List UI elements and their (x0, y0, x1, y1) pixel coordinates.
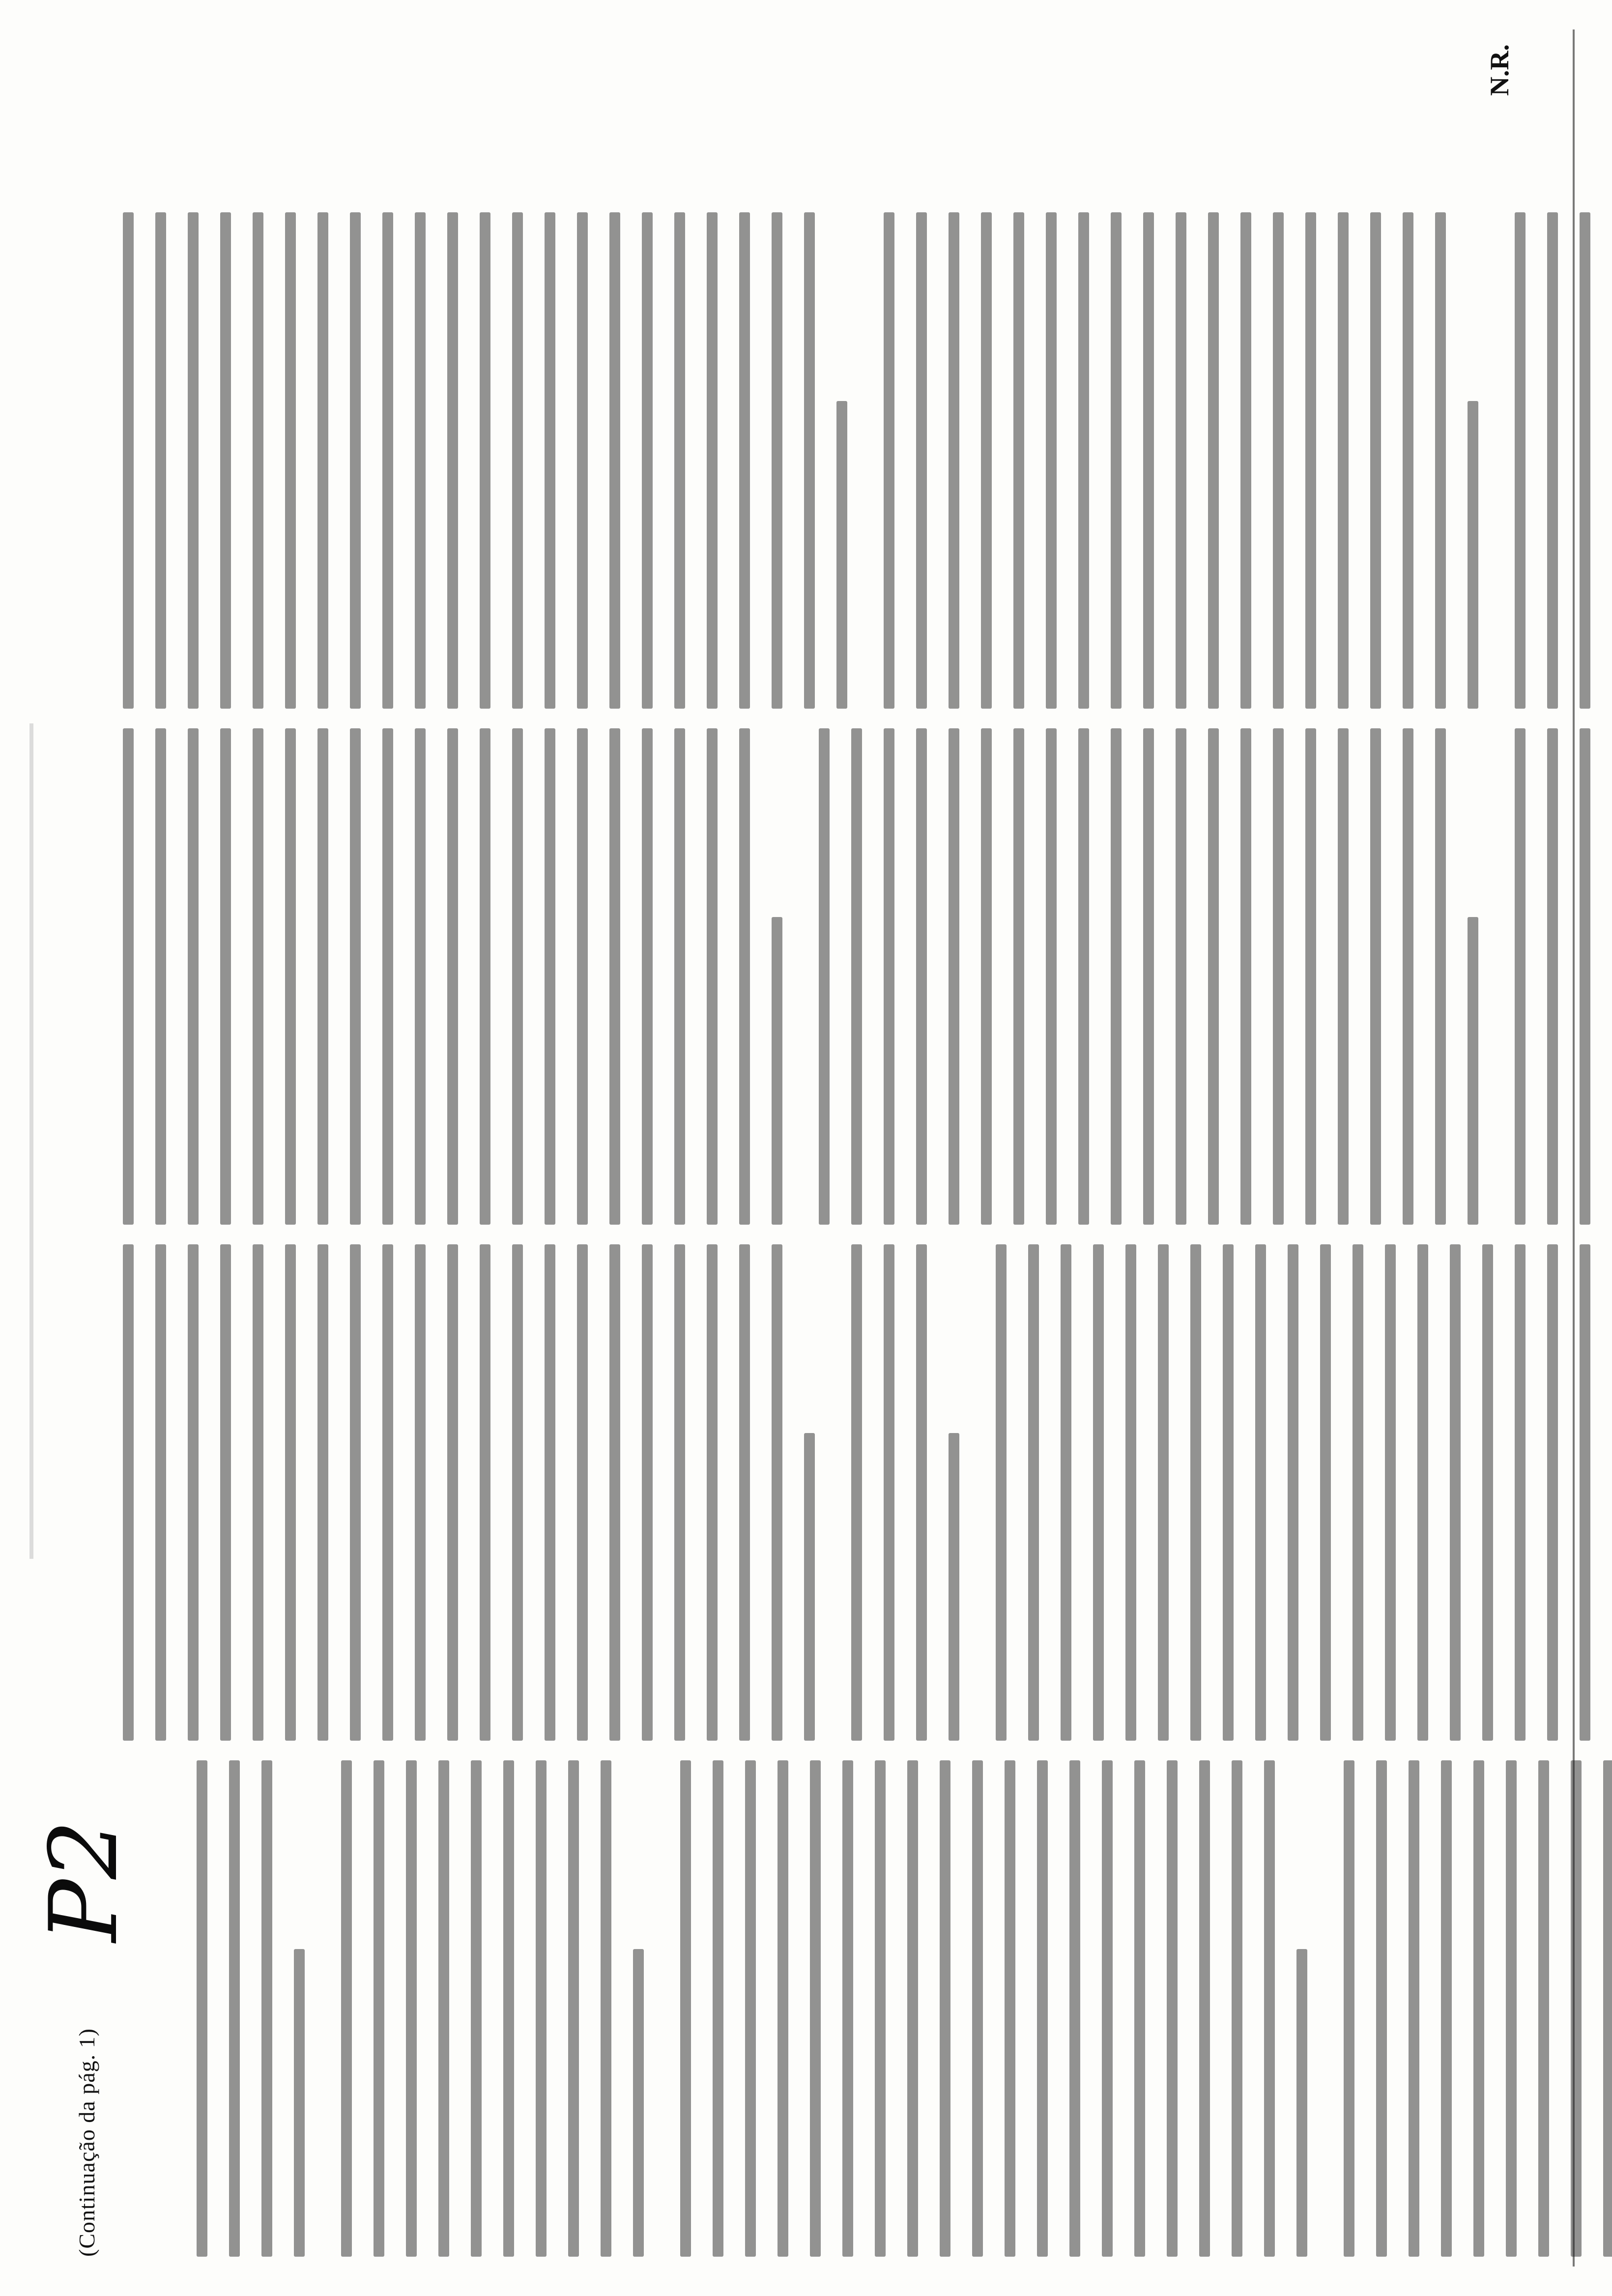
text-line (317, 728, 328, 1225)
text-column-1 (123, 1760, 1538, 2257)
text-line (1580, 728, 1590, 1225)
text-line (609, 212, 620, 709)
text-line (739, 728, 750, 1225)
text-line (642, 728, 653, 1225)
text-line (875, 1760, 886, 2257)
text-line (642, 1244, 653, 1741)
text-line (674, 728, 685, 1225)
text-line (819, 728, 830, 1225)
text-line (609, 728, 620, 1225)
text-line (253, 1244, 263, 1741)
text-line (707, 728, 718, 1225)
text-line (1370, 728, 1381, 1225)
text-line (1435, 212, 1446, 709)
text-line (745, 1760, 756, 2257)
text-line (804, 212, 815, 709)
text-line (842, 1760, 853, 2257)
text-line (188, 1244, 199, 1741)
text-line (350, 1244, 361, 1741)
text-line (123, 1244, 134, 1741)
text-line (447, 1244, 458, 1741)
text-line (577, 212, 588, 709)
text-line (1069, 1760, 1080, 2257)
text-line (341, 1760, 352, 2257)
continuation-label: (Continuação da pág. 1) (74, 2028, 99, 2257)
text-line (940, 1760, 950, 2257)
text-line (1240, 728, 1251, 1225)
text-line (253, 728, 263, 1225)
text-line (1102, 1760, 1113, 2257)
text-line (1264, 1760, 1275, 2257)
text-line (1547, 1244, 1558, 1741)
text-line (981, 728, 992, 1225)
text-line (1078, 728, 1089, 1225)
text-line (1176, 728, 1186, 1225)
text-line (1176, 212, 1186, 709)
text-line (1005, 1760, 1015, 2257)
text-line (707, 212, 718, 709)
text-line (1468, 401, 1478, 709)
text-line (568, 1760, 579, 2257)
text-line (220, 212, 231, 709)
text-line (382, 1244, 393, 1741)
text-line (536, 1760, 547, 2257)
text-line (1376, 1760, 1387, 2257)
text-line (1046, 728, 1057, 1225)
text-line (851, 728, 862, 1225)
text-line (1603, 1760, 1612, 2257)
text-line (804, 1433, 815, 1741)
text-column-4 (123, 212, 1538, 709)
text-line (1232, 1760, 1242, 2257)
text-line (1046, 212, 1057, 709)
text-line (480, 212, 490, 709)
text-line (1344, 1760, 1354, 2257)
text-line (382, 212, 393, 709)
text-line (1167, 1760, 1178, 2257)
text-line (949, 212, 959, 709)
top-fold-mark (29, 723, 33, 1559)
text-line (1037, 1760, 1048, 2257)
text-line (317, 1244, 328, 1741)
text-line (739, 212, 750, 709)
text-line (772, 917, 782, 1225)
text-line (1223, 1244, 1234, 1741)
text-line (1338, 212, 1349, 709)
text-line (471, 1760, 482, 2257)
text-line (545, 728, 555, 1225)
text-line (916, 1244, 927, 1741)
text-line (123, 728, 134, 1225)
text-line (777, 1760, 788, 2257)
text-line (1353, 1244, 1363, 1741)
text-line (577, 1244, 588, 1741)
text-line (123, 212, 134, 709)
text-line (772, 212, 782, 709)
text-line (1208, 212, 1219, 709)
handwritten-page-mark: P2 (29, 1820, 138, 1942)
text-line (674, 212, 685, 709)
text-line (415, 728, 426, 1225)
text-line (1515, 1244, 1526, 1741)
text-line (285, 728, 296, 1225)
text-line (317, 212, 328, 709)
text-line (1305, 212, 1316, 709)
text-line (415, 212, 426, 709)
text-line (609, 1244, 620, 1741)
text-line (1547, 728, 1558, 1225)
text-line (1441, 1760, 1452, 2257)
text-line (1538, 1760, 1549, 2257)
text-line (1111, 212, 1122, 709)
text-line (1111, 728, 1122, 1225)
text-line (197, 1760, 207, 2257)
text-line (601, 1760, 611, 2257)
text-line (1547, 212, 1558, 709)
text-line (1580, 1244, 1590, 1741)
text-line (545, 212, 555, 709)
text-line (382, 728, 393, 1225)
text-line (294, 1949, 305, 2257)
text-line (285, 1244, 296, 1741)
text-line (642, 212, 653, 709)
text-line (512, 728, 523, 1225)
text-line (1506, 1760, 1517, 2257)
text-line (1255, 1244, 1266, 1741)
text-line (447, 212, 458, 709)
text-line (1158, 1244, 1169, 1741)
text-line (972, 1760, 983, 2257)
text-line (350, 212, 361, 709)
text-line (503, 1760, 514, 2257)
text-line (480, 728, 490, 1225)
text-line (229, 1760, 240, 2257)
text-line (1013, 212, 1024, 709)
text-line (1143, 728, 1154, 1225)
text-line (253, 212, 263, 709)
text-line (285, 212, 296, 709)
text-line (1296, 1949, 1307, 2257)
text-line (810, 1760, 821, 2257)
text-line (713, 1760, 723, 2257)
text-line (1199, 1760, 1210, 2257)
text-line (1190, 1244, 1201, 1741)
text-line (633, 1949, 644, 2257)
text-line (447, 728, 458, 1225)
editor-note-signoff: N.R. (1485, 44, 1514, 96)
text-line (188, 212, 199, 709)
text-line (1125, 1244, 1136, 1741)
text-line (1403, 728, 1413, 1225)
text-line (406, 1760, 417, 2257)
text-line (1143, 212, 1154, 709)
text-line (1240, 212, 1251, 709)
text-line (1061, 1244, 1071, 1741)
text-line (480, 1244, 490, 1741)
text-line (949, 1433, 959, 1741)
text-line (884, 728, 894, 1225)
text-line (1273, 728, 1284, 1225)
text-line (374, 1760, 384, 2257)
text-line (1409, 1760, 1419, 2257)
text-line (512, 1244, 523, 1741)
text-line (916, 212, 927, 709)
text-line (577, 728, 588, 1225)
text-line (1013, 728, 1024, 1225)
text-line (1370, 212, 1381, 709)
text-line (981, 212, 992, 709)
text-line (220, 1244, 231, 1741)
text-line (1450, 1244, 1461, 1741)
text-line (1468, 917, 1478, 1225)
text-line (884, 212, 894, 709)
text-line (438, 1760, 449, 2257)
text-line (907, 1760, 918, 2257)
text-line (261, 1760, 272, 2257)
text-line (1338, 728, 1349, 1225)
text-line (884, 1244, 894, 1741)
text-line (415, 1244, 426, 1741)
text-line (1305, 728, 1316, 1225)
text-column-2 (123, 1244, 1538, 1741)
text-line (707, 1244, 718, 1741)
text-line (1515, 728, 1526, 1225)
text-column-3 (123, 728, 1538, 1225)
text-line (155, 728, 166, 1225)
text-line (1385, 1244, 1396, 1741)
text-line (949, 728, 959, 1225)
text-line (155, 212, 166, 709)
text-line (545, 1244, 555, 1741)
text-line (851, 1244, 862, 1741)
text-line (1482, 1244, 1493, 1741)
text-line (996, 1244, 1007, 1741)
text-line (512, 212, 523, 709)
text-line (1473, 1760, 1484, 2257)
text-line (1515, 212, 1526, 709)
text-line (674, 1244, 685, 1741)
text-line (1320, 1244, 1331, 1741)
text-line (1403, 212, 1413, 709)
text-line (220, 728, 231, 1225)
text-line (155, 1244, 166, 1741)
text-line (1288, 1244, 1298, 1741)
text-line (1417, 1244, 1428, 1741)
bottom-divider (1573, 29, 1575, 2267)
text-line (1134, 1760, 1145, 2257)
text-line (916, 728, 927, 1225)
text-line (188, 728, 199, 1225)
text-line (739, 1244, 750, 1741)
text-line (1580, 212, 1590, 709)
text-line (350, 728, 361, 1225)
text-line (680, 1760, 691, 2257)
text-line (1078, 212, 1089, 709)
text-line (836, 401, 847, 709)
text-line (1273, 212, 1284, 709)
text-line (1435, 728, 1446, 1225)
text-line (1208, 728, 1219, 1225)
text-line (1093, 1244, 1104, 1741)
text-line (1028, 1244, 1039, 1741)
text-line (772, 1244, 782, 1741)
